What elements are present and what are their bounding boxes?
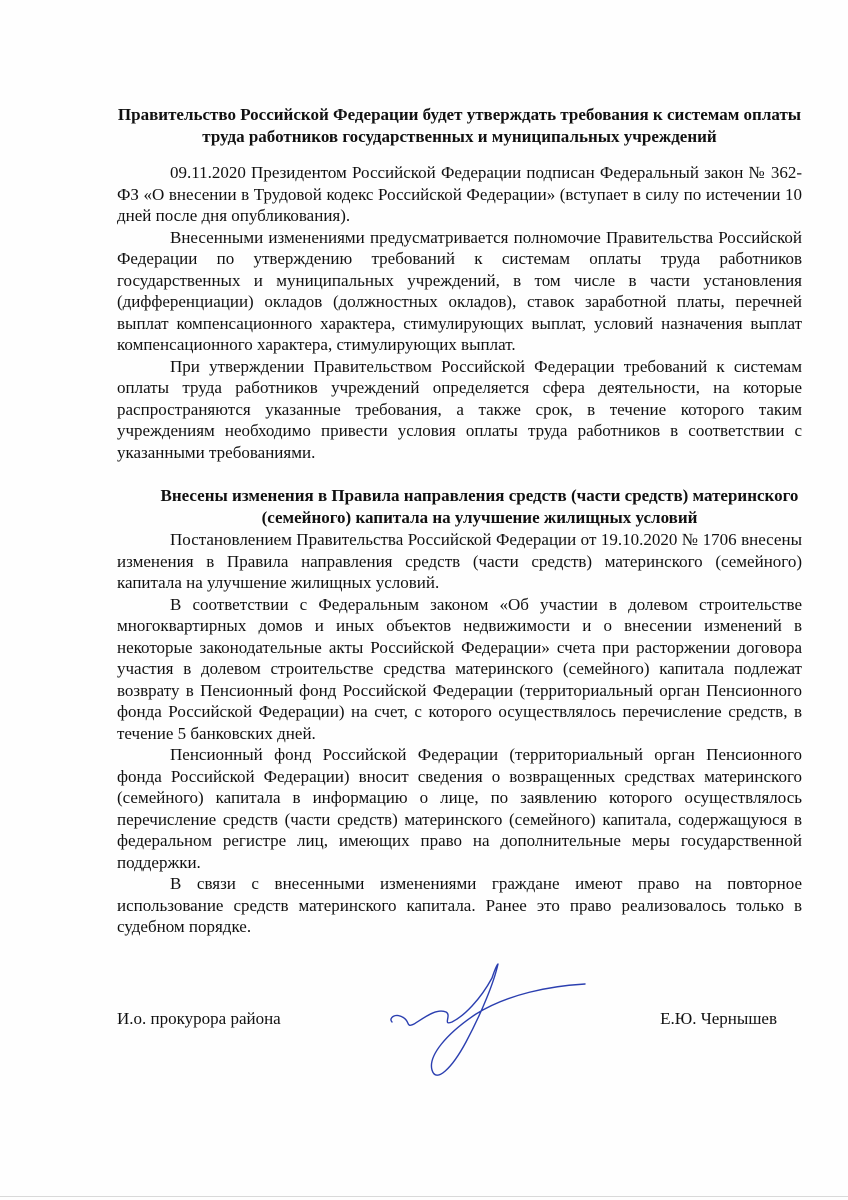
section-2-paragraph: Пенсионный фонд Российской Федерации (территориальный орган Пенсионного фонда Российской Федерации) вносит сведения о возвращенных средствах материнского (семейного) капитала в информацию о лице, по заявлению которого осуществлялось перечисление средств (части средств) материнского (семейного) капитала, содержащуюся в федеральном регистре лиц, имеющих право на дополнительные меры государственной поддержки. [117, 745, 802, 872]
signatory-name: Е.Ю. Чернышев [660, 1009, 777, 1028]
section-2-paragraph: Постановлением Правительства Российской Федерации от 19.10.2020 № 1706 внесены изменения в Правила направления средств (части средств) материнского (семейного) капитала на улучшение жилищных условий. [117, 530, 802, 592]
section-2-paragraph: В связи с внесенными изменениями граждане имеют право на повторное использование средств материнского капитала. Ранее это право реализовалось только в судебном порядке. [117, 874, 802, 936]
signatory-role: И.о. прокурора района [117, 1009, 281, 1028]
section-2-paragraph: В соответствии с Федеральным законом «Об участии в долевом строительстве многоквартирных домов и иных объектов недвижимости и о внесении изменений в некоторые законодательные акты Российской Федерации» счета при расторжении договора участия в долевом строительстве средства материнского (семейного) капитала подлежат возврату в Пенсионный фонд Российской Федерации (территориальный орган Пенсионного фонда Российской Федерации) на счет, с которого осуществлялось перечисление средств, в течение 5 банковских дней. [117, 594, 802, 743]
section-1-title: Правительство Российской Федерации будет утверждать требования к системам оплаты труда работников государственных и муниципальных учреждений [117, 105, 802, 146]
signature-block [117, 1008, 777, 1038]
section-1-paragraph: Внесенными изменениями предусматривается полномочие Правительства Российской Федерации по утверждению требований к системам оплаты труда работников государственных и муниципальных учреждений, в том числе в части установления (дифференциации) окладов (должностных окладов), ставок заработной платы, перечней выплат компенсационного характера, стимулирующих выплат, условий назначения выплат компенсационного характера, стимулирующих выплат. [117, 227, 802, 354]
document-body [117, 104, 802, 938]
section-1-paragraph: 09.11.2020 Президентом Российской Федерации подписан Федеральный закон № 362-ФЗ «О внесении в Трудовой кодекс Российской Федерации» (вступает в силу по истечении 10 дней после дня опубликования). [117, 163, 802, 225]
section-2-title: Внесены изменения в Правила направления средств (части средств) материнского (семейного) капитала на улучшение жилищных условий [160, 486, 799, 527]
section-1-paragraph: При утверждении Правительством Российской Федерации требований к системам оплаты труда работников учреждений определяется сфера деятельности, на которые распространяются указанные требования, а также срок, в течение которого таким учреждениям необходимо привести условия оплаты труда работников в соответствии с указанными требованиями. [117, 356, 802, 462]
scan-edge-line [0, 1196, 848, 1197]
